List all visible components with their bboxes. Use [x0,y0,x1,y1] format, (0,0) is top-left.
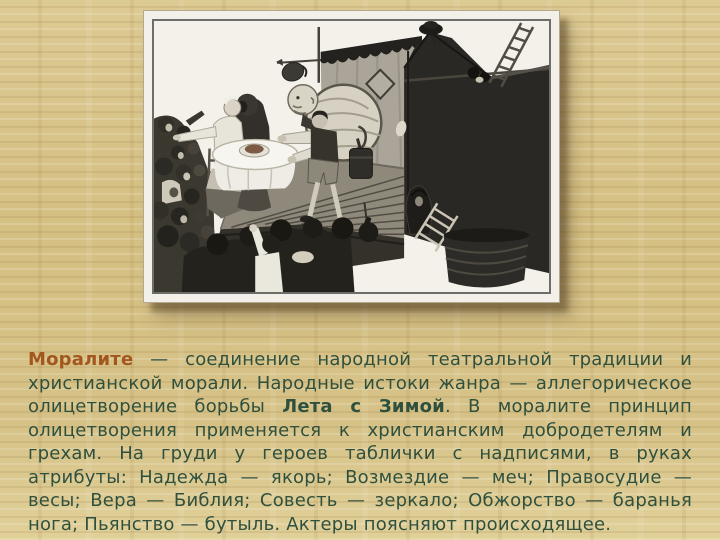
picture-inner-border [152,19,551,294]
term-moralite: Моралите [28,349,134,370]
picture-frame [143,10,560,303]
paragraph-segment-1: — соединение народной театральной традиции и христианской морали. Народные истоки жанра — аллегорическое олицетворение борьбы [28,349,692,417]
morality-definition-paragraph [28,348,692,536]
bold-phrase-leto-zima: Лета с Зимой [282,396,445,417]
morality-play-engraving [154,21,549,292]
paragraph-segment-2: . В моралите принцип олицетворения применяется к христианским добродетелям и грехам. На груди у героев таблички с надписями, в руках атрибуты: Надежда — якорь; Возмездие — меч; Правосудие — весы; Вера — Библия; Совесть — зеркало; Обжорство — баранья нога; Пьянство — бутыль. Актеры поясняют происходящее. [28,396,692,535]
